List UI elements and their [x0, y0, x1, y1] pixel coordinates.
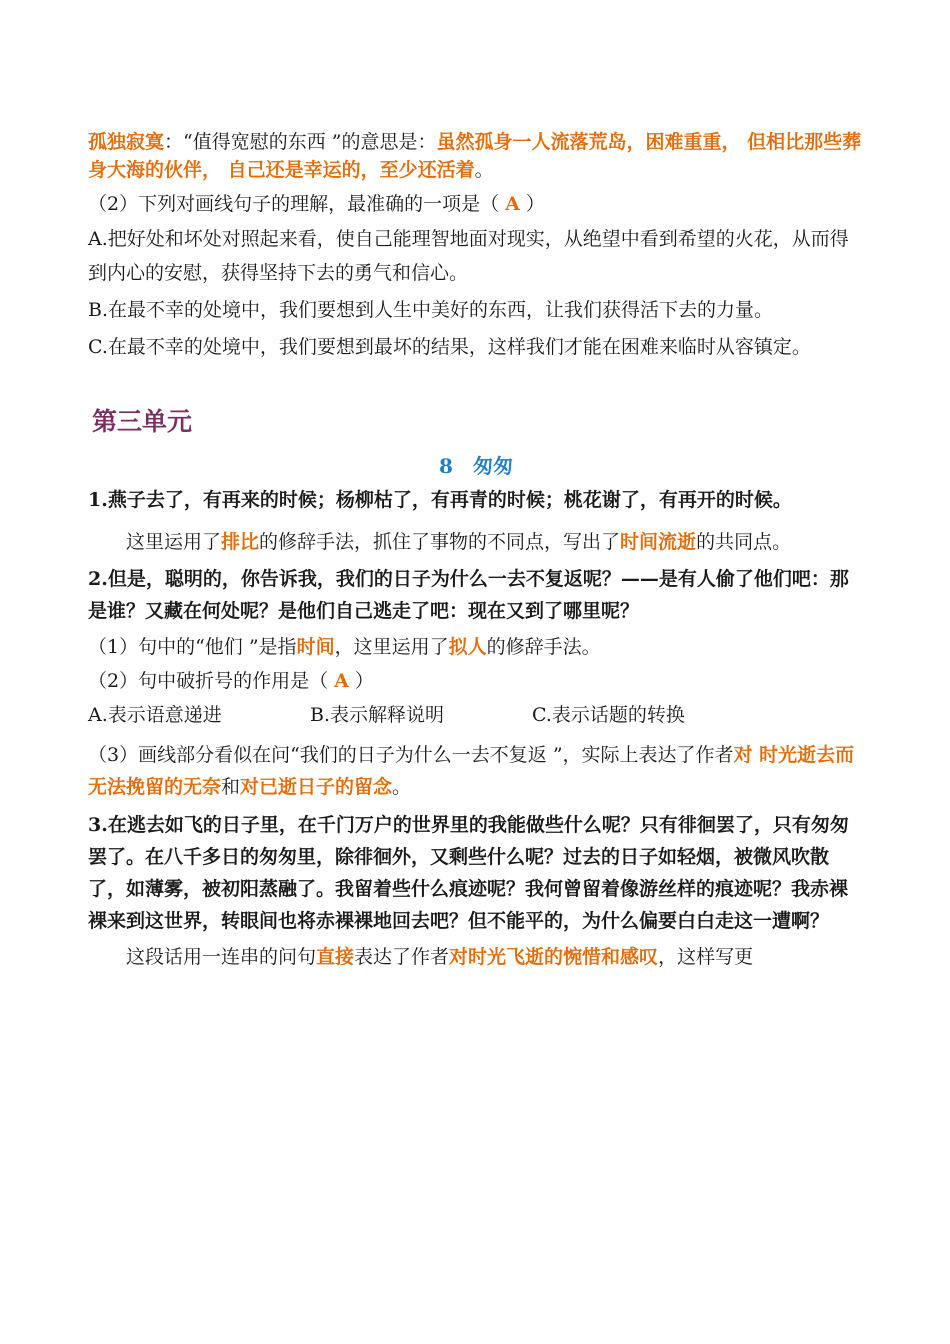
question-text: ） [348, 670, 374, 692]
question-text: （2）句中破折号的作用是（ [88, 670, 335, 692]
highlight-answer: 时间 [296, 636, 335, 658]
answer-text: 表达了作者 [354, 946, 450, 968]
answer-text: 的修辞手法，抓住了事物的不同点，写出了 [259, 531, 621, 553]
highlight-answer: 排比 [221, 531, 260, 553]
answer-choice: A [334, 670, 349, 692]
highlight-answer: 对 时光逝去而无法挽留的无奈 [88, 744, 855, 798]
lesson-title: 8 匆匆 [439, 454, 513, 478]
question-text: （2）下列对画线句子的理解，最准确的一项是（ [88, 193, 506, 215]
answer-text: 的共同点。 [696, 531, 792, 553]
option-b: B.在最不幸的处境中，我们要想到人生中美好的东西，让我们获得活下去的力量。 [88, 299, 774, 321]
item-2-quote: 2.但是，聪明的，你告诉我，我们的日子为什么一去不复返呢？——是有人偷了他们吧：那是谁？又藏在何处呢？是他们自己逃走了吧：现在又到了哪里呢？ [88, 568, 849, 622]
document-page [88, 128, 864, 977]
question-text: 的修辞手法。 [486, 636, 601, 658]
option-c: C.在最不幸的处境中，我们要想到最坏的结果，这样我们才能在困难来临时从容镇定。 [88, 336, 811, 358]
question-2 [88, 190, 864, 218]
answer-text: ，这样写更 [658, 946, 754, 968]
item-2-sub-3 [88, 739, 864, 803]
question-text: ，这里运用了 [334, 636, 449, 658]
item-3-quote: 3.在逃去如飞的日子里，在千门万户的世界里的我能做些什么呢？只有徘徊罢了，只有匆匆罢了。在八千多日的匆匆里，除徘徊外，又剩些什么呢？过去的日子如轻烟，被微风吹散了，如薄雾，被初阳蒸融了。我留着些什么痕迹呢？我何曾留着像游丝样的痕迹呢？我赤裸裸来到这世界，转眼间也将赤裸裸地回去吧？但不能平的，为什么偏要白白走这一遭啊？ [88, 814, 849, 932]
question-text: ） [519, 193, 545, 215]
item-2-sub-2 [88, 667, 864, 695]
highlight-answer: 直接 [316, 946, 355, 968]
item-2-sub-1 [88, 633, 864, 661]
question-text: 。 [392, 776, 412, 798]
answer-choice: A [505, 193, 520, 215]
answer-text: 这里运用了 [126, 531, 222, 553]
question-text: （3）画线部分看似在问“我们的日子为什么一去不复返 ”，实际上表达了作者 [88, 744, 734, 766]
item-1-quote: 1.燕子去了，有再来的时候；杨柳枯了，有再青的时候；桃花谢了，有再开的时候。 [88, 489, 792, 511]
answer-paragraph [88, 128, 864, 184]
unit-title: 第三单元 [92, 407, 193, 436]
question-text: 和 [221, 776, 241, 798]
option-a: A.把好处和坏处对照起来看，使自己能理智地面对现实，从绝望中看到希望的火花，从而得到内心的安慰，获得坚持下去的勇气和信心。 [88, 228, 849, 284]
question-text: （1）句中的“他们 ”是指 [88, 636, 297, 658]
highlight-answer: 孤独寂寞 [88, 131, 165, 153]
option-b: B.表示解释说明 [310, 704, 445, 726]
item-1-answer [88, 527, 864, 557]
item-2-options [88, 701, 864, 729]
item-3-answer [88, 943, 864, 971]
highlight-answer: 时间流逝 [620, 531, 697, 553]
highlight-answer: 对时光飞逝的惋惜和感叹 [449, 946, 659, 968]
highlight-answer: 对已逝日子的留念 [240, 776, 393, 798]
answer-text: 这段话用一连串的问句 [126, 946, 317, 968]
answer-text: ：“值得宽慰的东西 ”的意思是： [164, 131, 437, 153]
answer-text: 。 [474, 159, 494, 181]
option-a: A.表示语意递进 [88, 704, 222, 726]
highlight-answer: 拟人 [448, 636, 487, 658]
highlight-answer: 虽然孤身一人流落荒岛，困难重重， 但相比那些葬身大海的伙伴， 自己还是幸运的，至少还活着 [88, 131, 862, 181]
option-c: C.表示话题的转换 [532, 704, 685, 726]
